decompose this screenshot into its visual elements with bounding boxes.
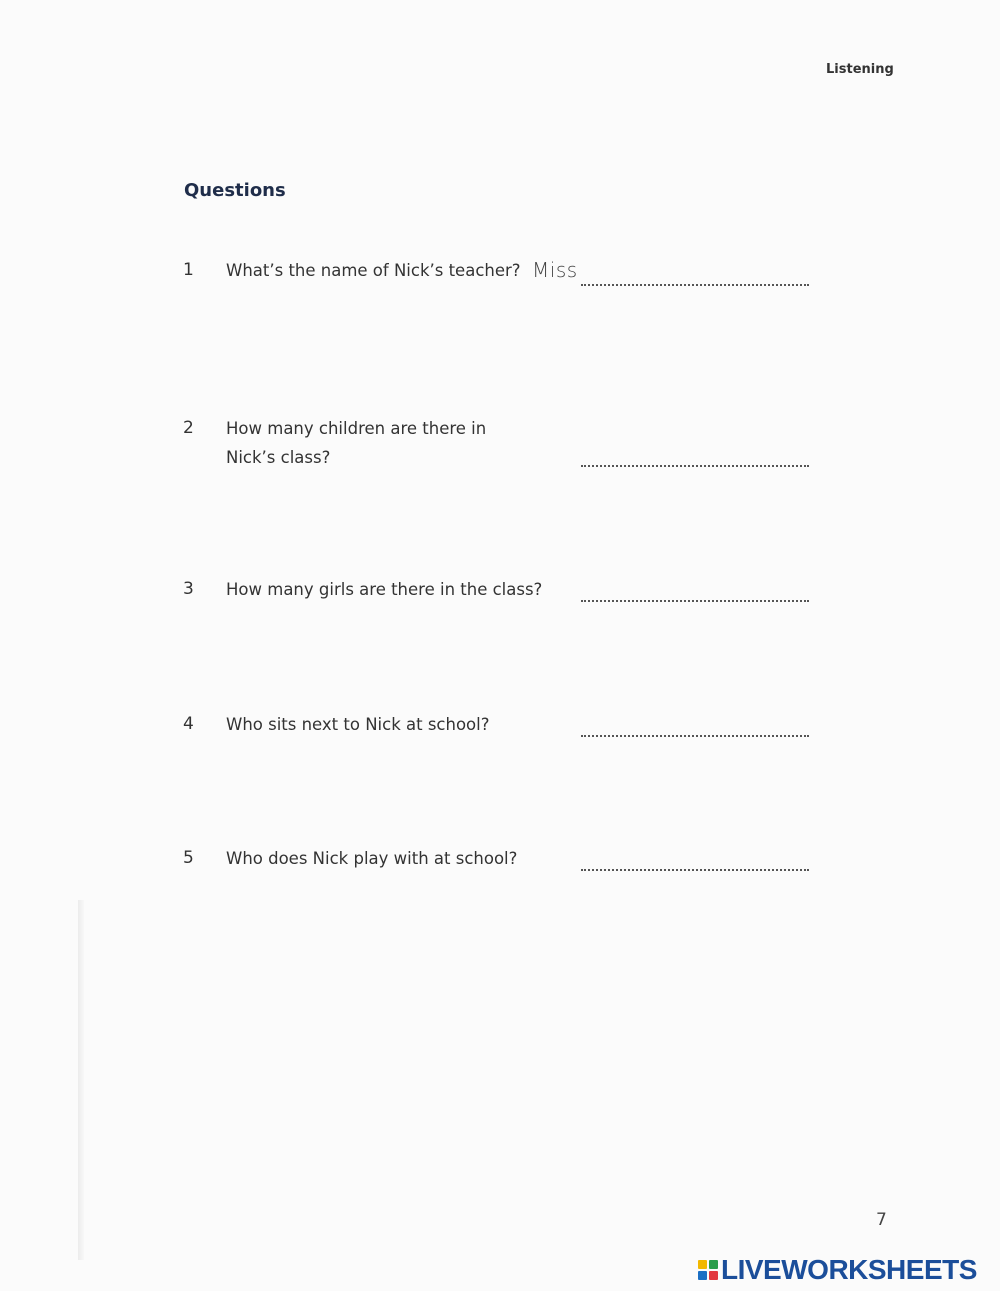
logo-tiles-icon (698, 1260, 718, 1280)
liveworksheets-logo (698, 1256, 977, 1284)
question-number: 4 (183, 714, 194, 734)
logo-tile (698, 1260, 707, 1269)
logo-tile (709, 1271, 718, 1280)
questions-heading: Questions (184, 180, 286, 201)
question-number: 1 (183, 260, 194, 280)
question-text: What’s the name of Nick’s teacher? (226, 261, 521, 280)
answer-field-4[interactable] (581, 735, 809, 737)
question-number: 3 (183, 579, 194, 599)
page-number: 7 (876, 1210, 887, 1230)
question-text-line-2: Nick’s class? (226, 448, 331, 467)
scan-edge-shadow (78, 900, 84, 1260)
answer-field-2[interactable] (581, 465, 809, 467)
logo-tile (709, 1260, 718, 1269)
question-text: Who does Nick play with at school? (226, 849, 518, 868)
question-number: 2 (183, 418, 194, 438)
handwritten-answer-prefix: Miss (532, 258, 578, 282)
question-text: How many children are there in (226, 419, 487, 438)
answer-field-3[interactable] (581, 600, 809, 602)
answer-field-1[interactable] (581, 284, 809, 286)
question-text: Who sits next to Nick at school? (226, 715, 490, 734)
answer-field-5[interactable] (581, 869, 809, 871)
question-text: How many girls are there in the class? (226, 580, 543, 599)
logo-tile (698, 1271, 707, 1280)
logo-text: LIVEWORKSHEETS (721, 1254, 977, 1285)
section-label: Listening (826, 62, 894, 77)
question-number: 5 (183, 848, 194, 868)
